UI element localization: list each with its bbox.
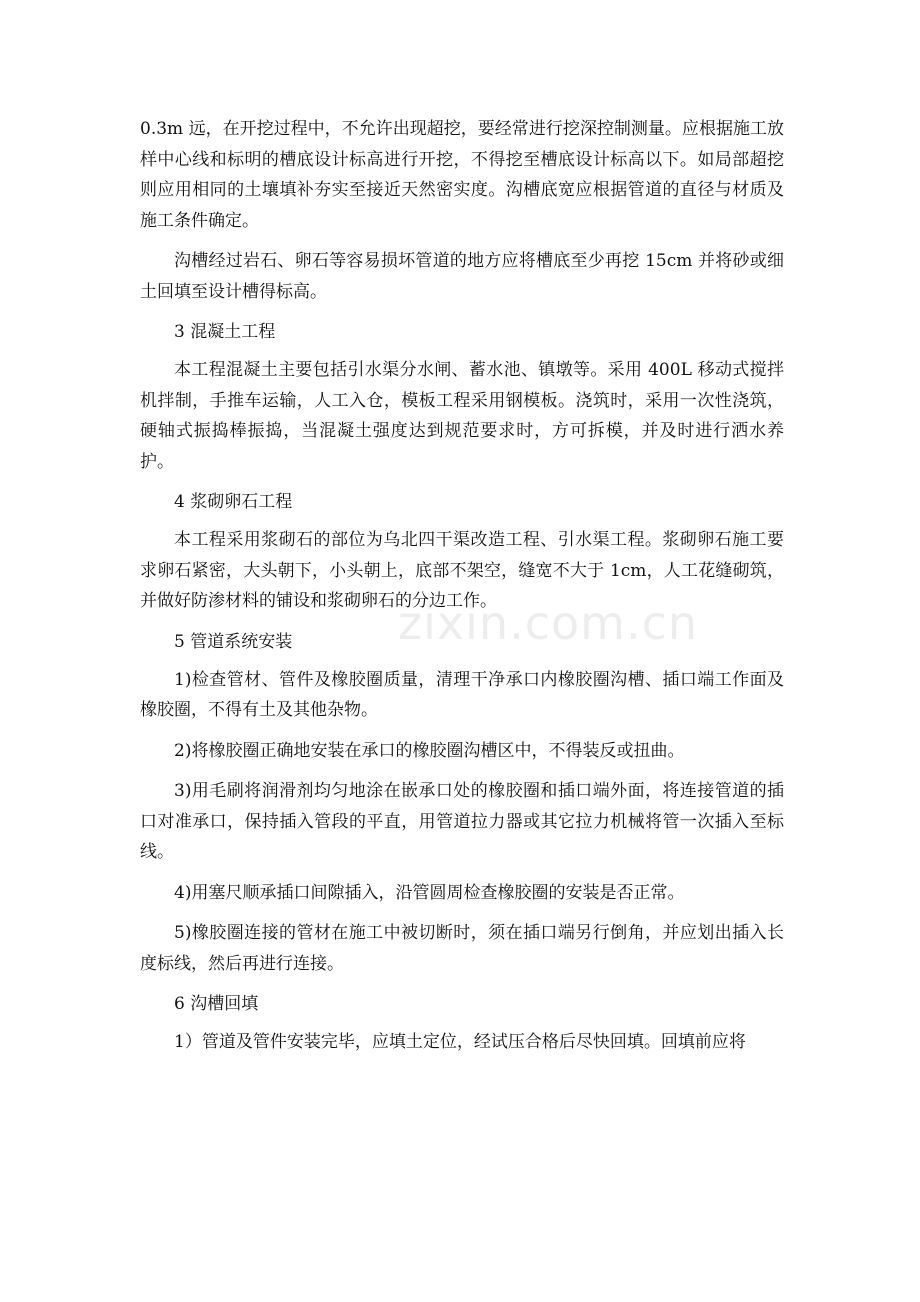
section-heading-backfill: 6 沟槽回填 (174, 994, 259, 1014)
section-heading-pipe-install: 5 管道系统安装 (174, 631, 293, 652)
section-heading-masonry: 4 浆砌卵石工程 (174, 492, 293, 512)
document-body (140, 114, 784, 1068)
paragraph-rock-trench: 沟槽经过岩石、卵石等容易损坏管道的地方应将槽底至少再挖 15cm 并将砂或细土回填至设计槽得标高。 (140, 251, 784, 302)
paragraph-masonry: 本工程采用浆砌石的部位为乌北四干渠改造工程、引水渠工程。浆砌卵石施工要求卵石紧密，大头朝下，小头朝上，底部不架空，缝宽不大于 1cm，人工花缝砌筑，并做好防渗材料的铺设和浆砌卵石的分边工作。 (140, 530, 784, 611)
paragraph-backfill-step-1: 1）管道及管件安装完毕，应填土定位，经试压合格后尽快回填。回填前应将 (174, 1032, 746, 1052)
paragraph-pipe-step-4: 4)用塞尺顺承插口间隙插入，沿管圆周检查橡胶圈的安装是否正常。 (174, 882, 685, 903)
paragraph-pipe-step-3: 3)用毛刷将润滑剂均匀地涂在嵌承口处的橡胶圈和插口端外面，将连接管道的插口对准承口，保持插入管段的平直，用管道拉力器或其它拉力机械将管一次插入至标线。 (140, 781, 784, 862)
paragraph-pipe-step-2: 2)将橡胶圈正确地安装在承口的橡胶圈沟槽区中，不得装反或扭曲。 (174, 740, 685, 761)
paragraph-pipe-step-1: 1)检查管材、管件及橡胶圈质量，清理干净承口内橡胶圈沟槽、插口端工作面及橡胶圈，不得有土及其他杂物。 (140, 669, 784, 720)
paragraph-trench-excavation: 0.3m 远，在开挖过程中，不允许出现超挖，要经常进行挖深控制测量。应根据施工放样中心线和标明的槽底设计标高进行开挖，不得挖至槽底设计标高以下。如局部超挖则应用相同的土壤填补夯实至接近天然密实度。沟槽底宽应根据管道的直径与材质及施工条件确定。 (140, 119, 784, 231)
paragraph-pipe-step-5: 5)橡胶圈连接的管材在施工中被切断时，须在插口端另行倒角，并应划出插入长度标线，然后再进行连接。 (140, 923, 784, 974)
watermark-text: zixin.com.cn (398, 596, 699, 650)
paragraph-concrete: 本工程混凝土主要包括引水渠分水闸、蓄水池、镇墩等。采用 400L 移动式搅拌机拌制，手推车运输，人工入仓，模板工程采用钢模板。浇筑时，采用一次性浇筑，硬轴式振捣棒振捣，当混凝土强度达到规范要求时，方可拆模，并及时进行洒水养护。 (140, 360, 784, 472)
section-heading-concrete: 3 混凝土工程 (174, 322, 276, 342)
